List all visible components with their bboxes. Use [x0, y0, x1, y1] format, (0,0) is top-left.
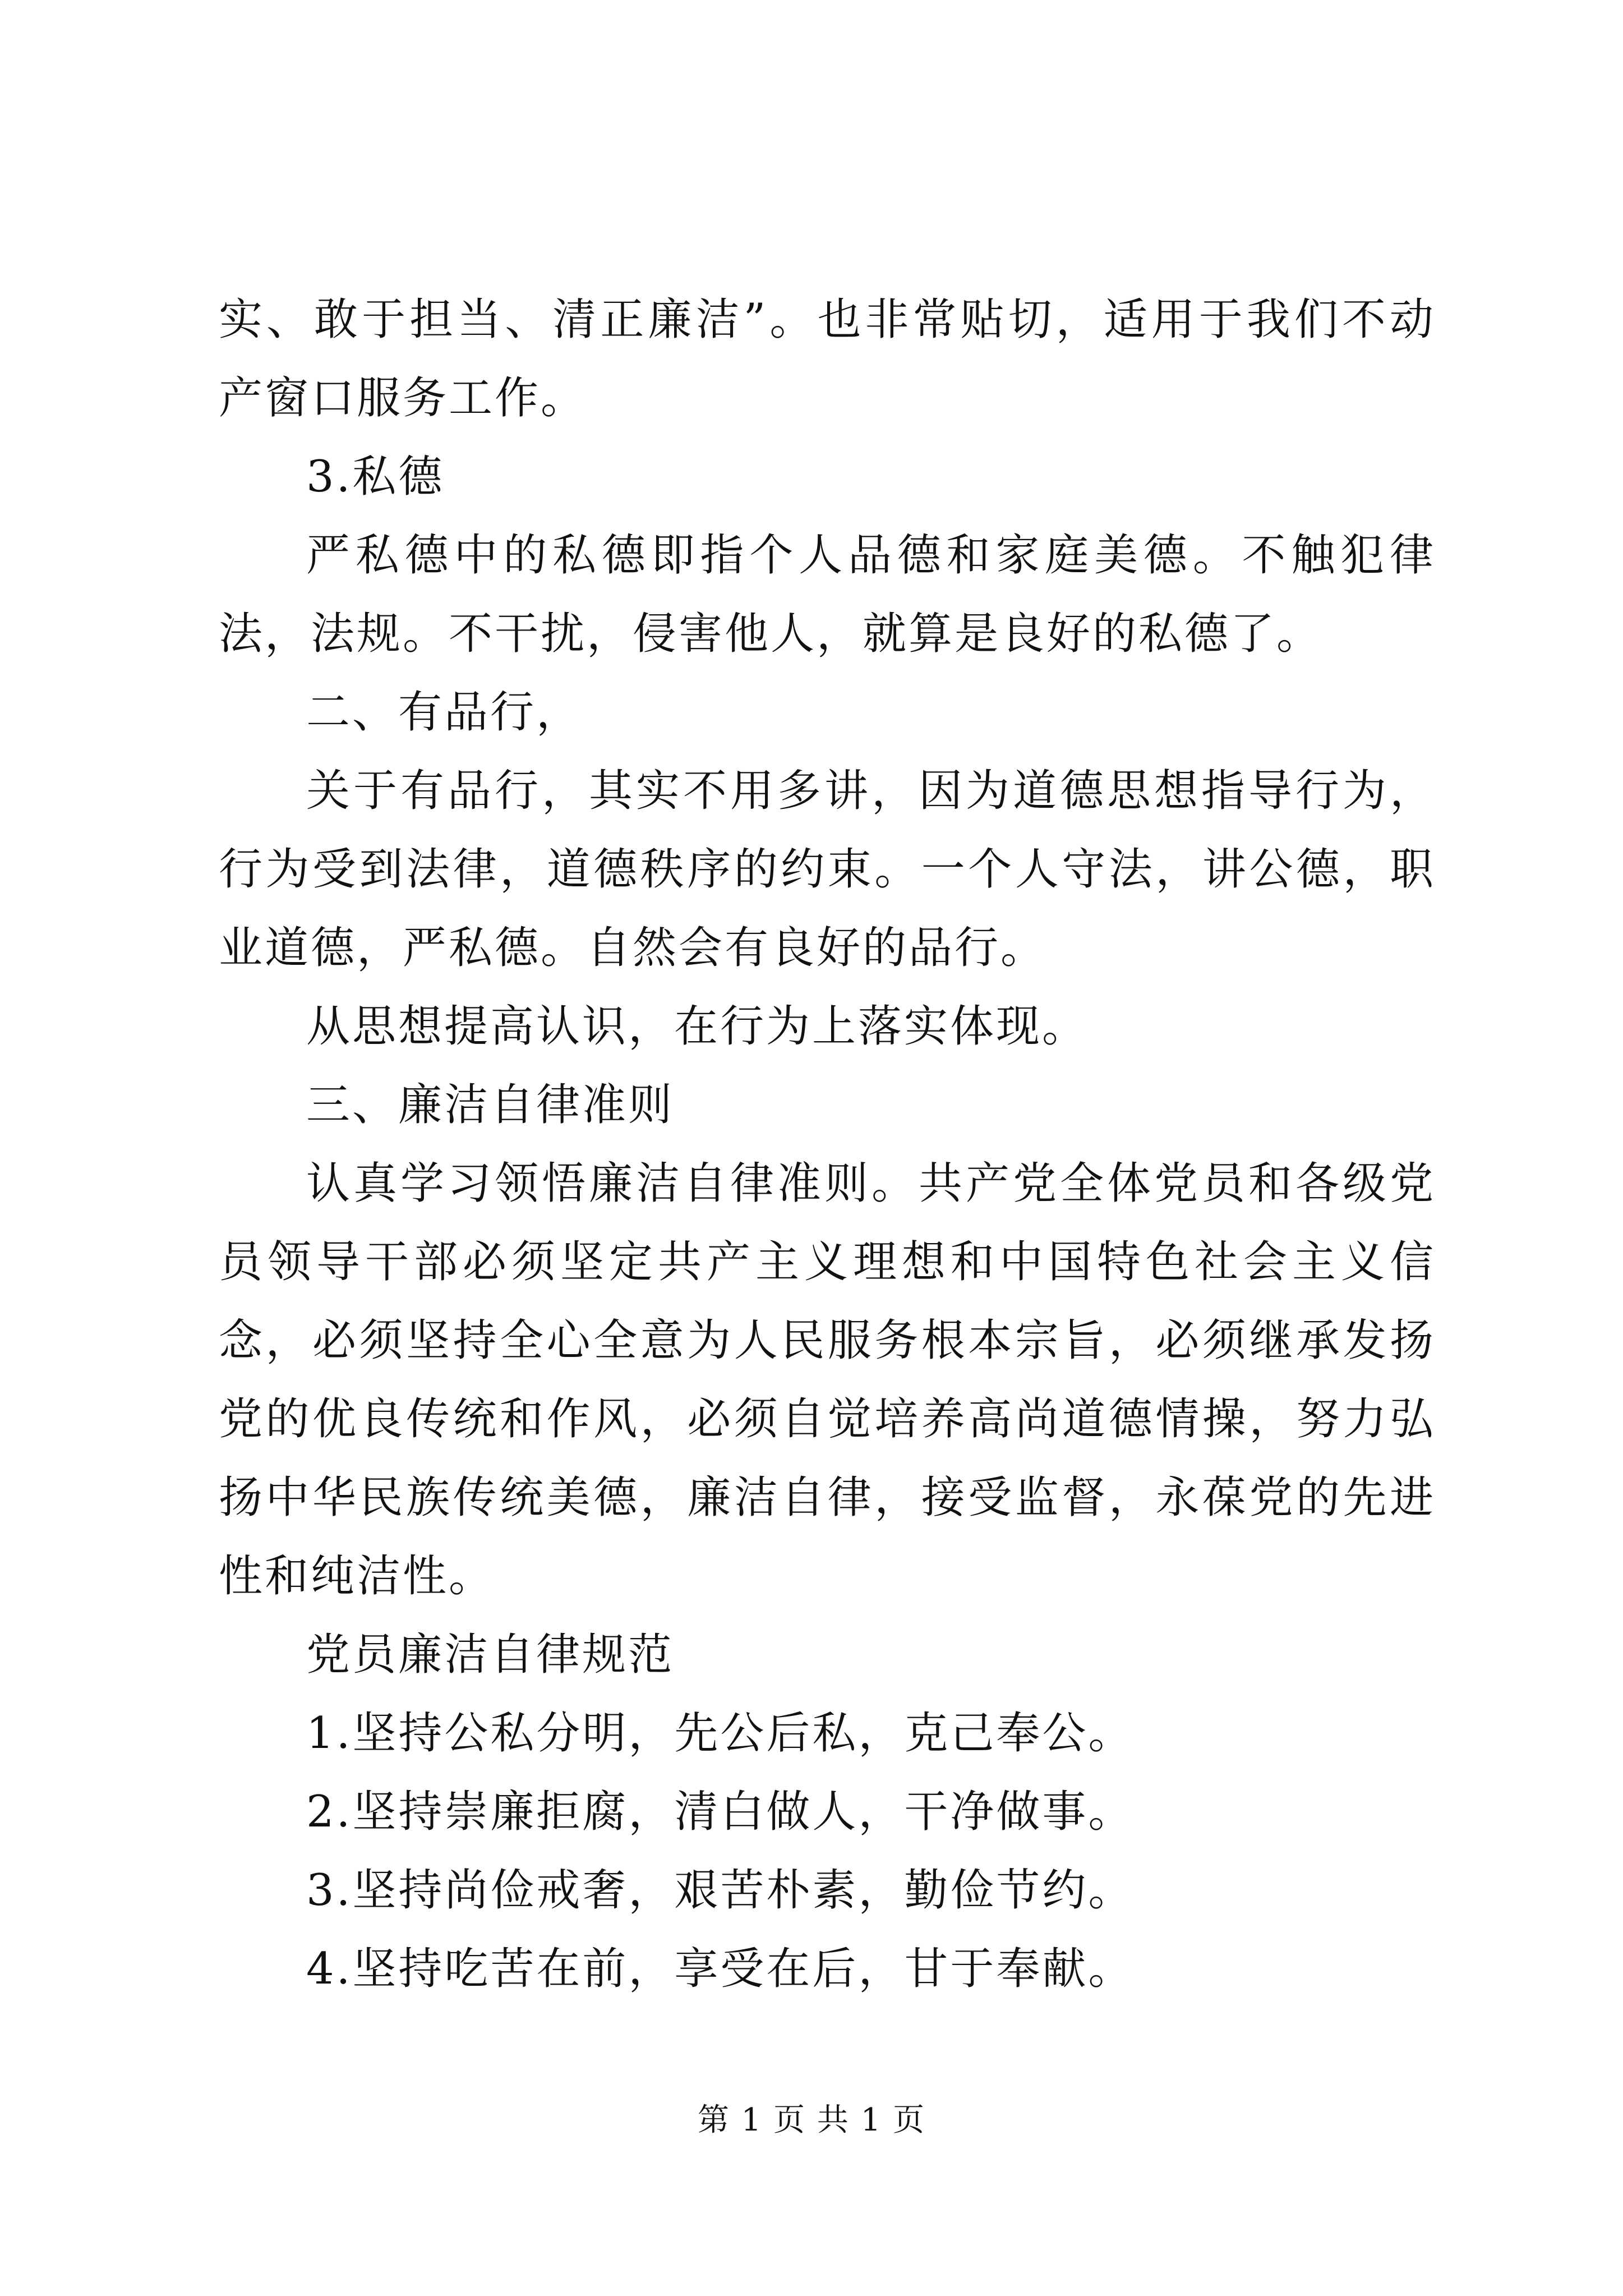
paragraph-conduct: 关于有品行，其实不用多讲，因为道德思想指导行为，行为受到法律，道德秩序的约束。一个人守法，讲公德，职业道德，严私德。自然会有良好的品行。 [219, 766, 1436, 973]
list-item: 1.坚持公私分明，先公后私，克己奉公。 [306, 1708, 1135, 1759]
heading-integrity-code: 三、廉洁自律准则 [306, 1080, 675, 1130]
paragraph-private-morality: 严私德中的私德即指个人品德和家庭美德。不触犯律法，法规。不干扰，侵害他人，就算是良好的私德了。 [219, 530, 1436, 659]
heading-member-norms: 党员廉洁自律规范 [306, 1630, 675, 1680]
paragraph-integrity-code: 认真学习领悟廉洁自律准则。共产党全体党员和各级党员领导干部必须坚定共产主义理想和中国特色社会主义信念，必须坚持全心全意为人民服务根本宗旨，必须继承发扬党的优良传统和作风，必须自觉培养高尚道德情操，努力弘扬中华民族传统美德，廉洁自律，接受监督，永葆党的先进性和纯洁性。 [219, 1158, 1436, 1602]
list-item: 2.坚持崇廉拒腐，清白做人，干净做事。 [306, 1787, 1135, 1837]
paragraph-continuation: 实、敢于担当、清正廉洁”。也非常贴切，适用于我们不动产窗口服务工作。 [219, 295, 1436, 424]
heading-conduct: 二、有品行， [306, 687, 583, 738]
list-item: 4.坚持吃苦在前，享受在后，甘于奉献。 [306, 1944, 1135, 1994]
list-item: 3.坚持尚俭戒奢，艰苦朴素，勤俭节约。 [306, 1865, 1135, 1916]
paragraph-awareness: 从思想提高认识，在行为上落实体现。 [306, 1001, 1089, 1052]
document-body [219, 280, 1436, 2008]
subheading-private-morality: 3.私德 [306, 452, 445, 502]
page-footer: 第 1 页 共 1 页 [697, 2102, 926, 2138]
